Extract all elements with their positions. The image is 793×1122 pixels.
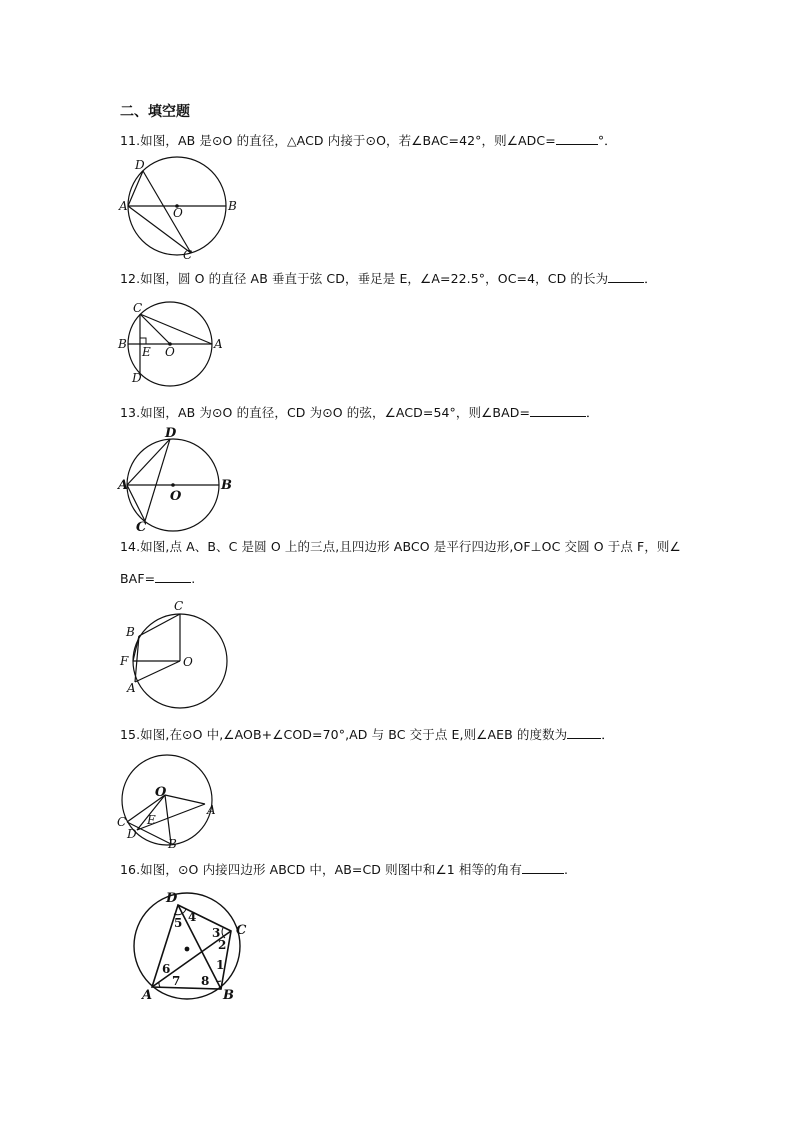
label-c: C bbox=[183, 248, 193, 262]
question-suffix: ． bbox=[644, 271, 657, 286]
label-a: A bbox=[214, 337, 223, 351]
angle-number-8: 8 bbox=[201, 974, 210, 988]
question-text: 12.如图，圆 O 的直径 AB 垂直于弦 CD，垂足是 E，∠A=22.5°，OC=4，CD 的长为 bbox=[120, 271, 609, 286]
angle-number-1: 1 bbox=[216, 958, 225, 972]
center-dot bbox=[171, 483, 175, 487]
label-b: B bbox=[228, 199, 237, 213]
label-e: E bbox=[147, 813, 156, 827]
segment-co bbox=[140, 314, 170, 344]
angle-number-3: 3 bbox=[212, 926, 221, 940]
figure-11 bbox=[115, 155, 240, 260]
figure-16 bbox=[130, 887, 255, 1002]
segment-ao bbox=[135, 661, 180, 682]
angle-number-2: 2 bbox=[218, 938, 227, 952]
label-o: O bbox=[183, 655, 193, 669]
chord-dc bbox=[143, 171, 191, 253]
right-angle-mark bbox=[140, 338, 146, 344]
label-b: B bbox=[221, 478, 232, 493]
question-11 bbox=[120, 132, 617, 150]
figure-12 bbox=[115, 298, 230, 388]
chord-cd bbox=[145, 439, 170, 521]
label-o: O bbox=[155, 785, 167, 800]
label-c: C bbox=[133, 301, 143, 315]
answer-blank[interactable] bbox=[556, 132, 598, 145]
question-suffix: . bbox=[191, 571, 196, 586]
question-text: 13.如图，AB 为⊙O 的直径，CD 为⊙O 的弦，∠ACD=54°，则∠BAD= bbox=[120, 405, 531, 420]
answer-blank[interactable] bbox=[155, 570, 191, 583]
label-d: D bbox=[132, 371, 142, 385]
label-d: D bbox=[127, 827, 137, 841]
diagonal-bd bbox=[178, 905, 221, 989]
answer-blank[interactable] bbox=[567, 726, 601, 739]
label-a: A bbox=[118, 478, 129, 493]
angle-number-7: 7 bbox=[172, 974, 181, 988]
question-suffix: ． bbox=[586, 405, 599, 420]
figure-13 bbox=[115, 425, 240, 533]
label-b: B bbox=[223, 988, 234, 1003]
section-title: 二、填空题 bbox=[120, 104, 190, 120]
question-14-line-2 bbox=[120, 570, 195, 588]
angle-number-5: 5 bbox=[174, 916, 183, 930]
angle-arc-a bbox=[159, 982, 160, 987]
answer-blank[interactable] bbox=[522, 861, 564, 874]
label-a: A bbox=[119, 199, 128, 213]
label-b: B bbox=[168, 837, 177, 851]
angle-number-6: 6 bbox=[162, 962, 171, 976]
question-14 bbox=[120, 538, 681, 556]
label-o: O bbox=[173, 206, 183, 220]
label-b: B bbox=[126, 625, 135, 639]
label-e: E bbox=[142, 345, 151, 359]
label-c: C bbox=[117, 815, 127, 829]
segment-bc bbox=[139, 614, 180, 636]
label-o: O bbox=[165, 345, 175, 359]
label-o: O bbox=[170, 489, 182, 504]
segment-ca bbox=[140, 314, 212, 344]
question-16 bbox=[120, 861, 568, 879]
label-a: A bbox=[142, 988, 153, 1003]
label-f: F bbox=[120, 654, 129, 668]
chord-ad bbox=[128, 171, 143, 206]
question-text: 15.如图,在⊙O 中,∠AOB+∠COD=70°,AD 与 BC 交于点 E,则∠AEB 的度数为 bbox=[120, 727, 568, 742]
question-text: 11.如图，AB 是⊙O 的直径，△ACD 内接于⊙O，若∠BAC=42°，则∠ADC= bbox=[120, 133, 556, 148]
answer-blank[interactable] bbox=[530, 404, 586, 417]
label-d: D bbox=[165, 426, 177, 441]
question-suffix: . bbox=[563, 862, 569, 877]
figure-15 bbox=[115, 752, 225, 850]
question-text: 14.如图,点 A、B、C 是圆 O 上的三点,且四边形 ABCO 是平行四边形,OF⊥OC 交圆 O 于点 F，则∠ bbox=[120, 539, 681, 554]
question-text-2: BAF= bbox=[120, 571, 156, 586]
angle-number-4: 4 bbox=[188, 910, 197, 924]
label-c: C bbox=[136, 520, 147, 535]
label-c: C bbox=[174, 599, 184, 613]
label-b: B bbox=[118, 337, 127, 351]
question-text: 16.如图，⊙O 内接四边形 ABCD 中，AB=CD 则图中和∠1 相等的角有 bbox=[120, 862, 522, 877]
label-c: C bbox=[236, 923, 247, 938]
segment-oa bbox=[165, 795, 205, 804]
question-15 bbox=[120, 726, 614, 744]
label-d: D bbox=[166, 891, 178, 906]
question-suffix: °． bbox=[597, 133, 617, 148]
figure-14 bbox=[115, 598, 235, 710]
question-13 bbox=[120, 404, 599, 422]
answer-blank[interactable] bbox=[608, 270, 644, 283]
label-d: D bbox=[135, 158, 145, 172]
chord-ac bbox=[127, 485, 145, 521]
question-12 bbox=[120, 270, 657, 288]
center-dot bbox=[185, 947, 190, 952]
label-a: A bbox=[127, 681, 136, 695]
question-suffix: ． bbox=[601, 727, 614, 742]
label-a: A bbox=[207, 803, 216, 817]
